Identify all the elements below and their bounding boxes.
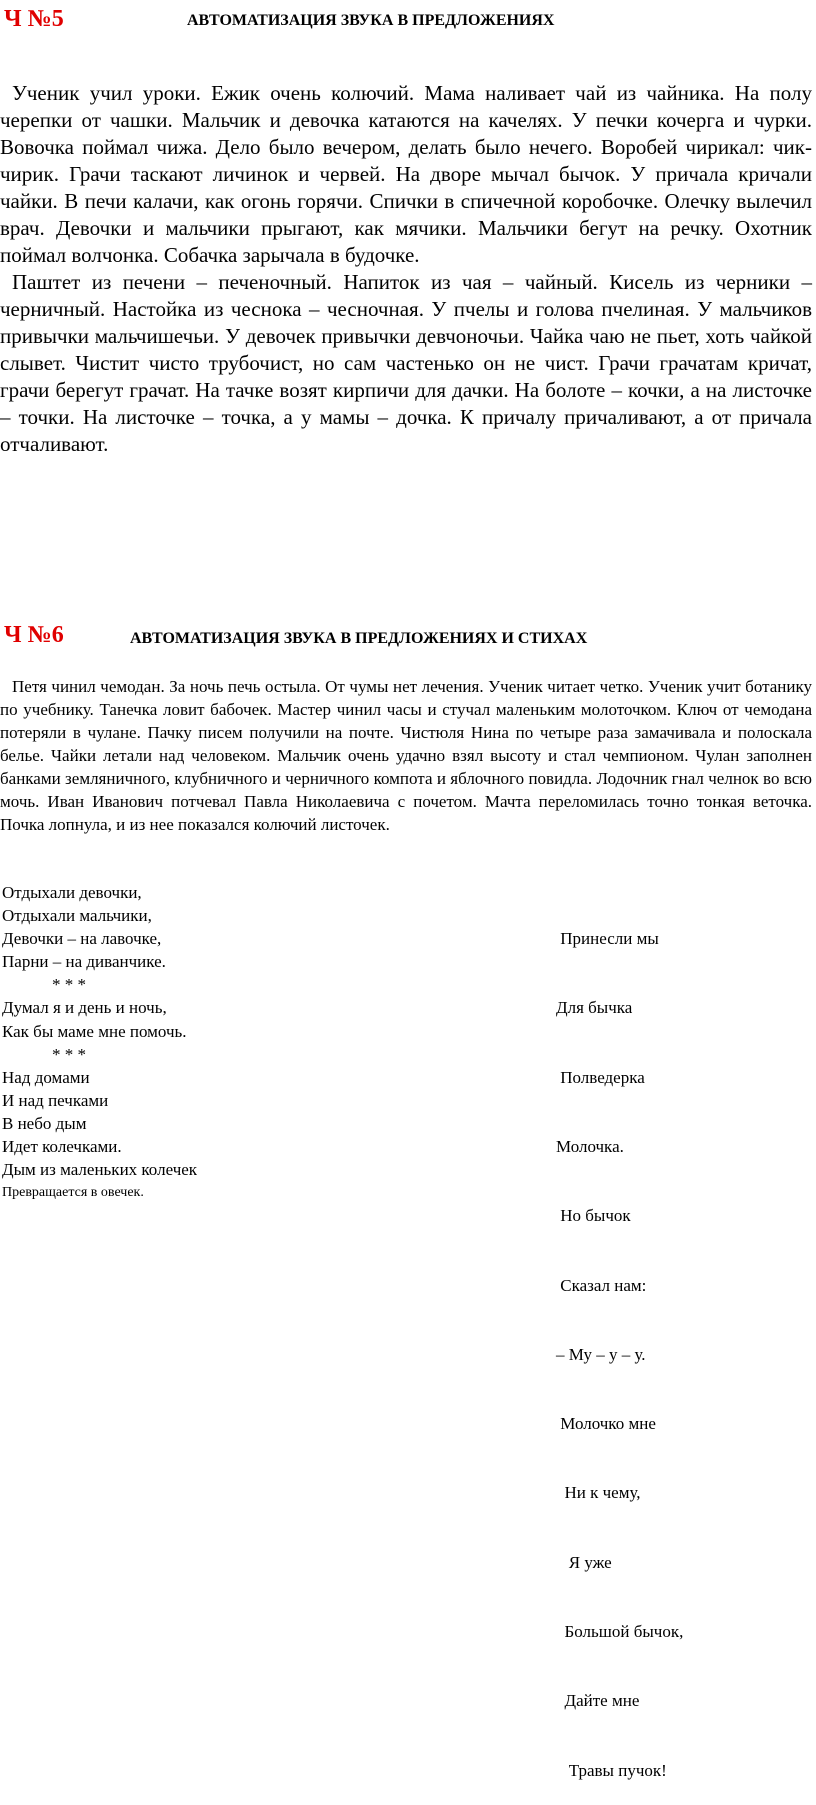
poem-line: Отдыхали девочки, [2, 883, 142, 902]
poem-line: В небо дым [2, 1113, 87, 1133]
poem-line: Превращается в овечек. [2, 1185, 144, 1201]
poem-line: Большой бычок, [556, 1622, 684, 1641]
poem-line: Для бычка [556, 998, 633, 1018]
section-5-paragraph-1: Ученик учил уроки. Ежик очень колючий. Мама наливает чай из чайника. На полу черепки от чашки. Мальчик и девочка катаются на качелях. У печки кочерга и чурки. Вовочка поймал чижа. Дело было вечером, делать было нечего. Воробей чирикал: чик-чирик. Грачи таскают личинок и червей. На дворе мычал бычок. У причала кричали чайки. В печи калачи, как огонь горячи. Спички в спичечной коробочке. Олечку вылечил врач. Девочки и мальчики прыгают, как мячики. Мальчики бегут на речку. Охотник поймал волчонка. Собачка зарычала в будочке. [0, 81, 812, 267]
poem-line: Молочка. [556, 1137, 624, 1157]
section-6-paragraph: Петя чинил чемодан. За ночь печь остыла. От чумы нет лечения. Ученик читает четко. Ученик учит ботанику по учебнику. Танечка ловит бабочек. Мастер чинил часы и стучал маленьким молоточком. Ключ от чемодана потеряли в чулане. Пачку писем получили на почте. Чистюля Нина по четыре раза замачивала и полоскала белье. Чайки летали над человеком. Мальчик очень удачно взял высоту и стал чемпионом. Чулан заполнен банками земляничного, клубничного и черничного компота и яблочного повидла. Лодочник гнал челнок во всю мочь. Иван Иванович потчевал Павла Николаевича с почетом. Мачта переломилась точно тонкая веточка. Почка лопнула, и из нее показался колючий листочек. [0, 677, 812, 834]
section-6-number: Ч №6 [4, 622, 64, 648]
poem-separator: * * * [52, 975, 86, 995]
poem-line: Над домами [2, 1067, 90, 1087]
section-6-title: АВТОМАТИЗАЦИЯ ЗВУКА В ПРЕДЛОЖЕНИЯХ И СТИХАХ [130, 630, 588, 647]
poem-line: Полведерка [556, 1067, 645, 1087]
section-5-text [0, 80, 812, 458]
poem-line: Дайте мне [556, 1691, 640, 1711]
poem-line: Сказал нам: [556, 1275, 647, 1295]
poem-right-column [556, 881, 683, 1805]
poem-line: Дым из маленьких колечек [2, 1160, 198, 1180]
poem-line: Парни – на диванчике. [2, 952, 166, 972]
poem-line: Травы пучок! [556, 1760, 667, 1780]
poem-line: Ни к чему, [556, 1483, 641, 1503]
poem-separator: * * * [52, 1044, 86, 1064]
poem-line: Девочки – на лавочке, [2, 929, 162, 949]
poem-line: Молочко мне [556, 1414, 656, 1434]
section-5-paragraph-2: Паштет из печени – печеночный. Напиток из чая – чайный. Кисель из черники – черничный. Настойка из чеснока – чесночная. У пчелы и голова пчелиная. У мальчиков привычки мальчишечьи. У девочек привычки девчоночьи. Чайка чаю не пьет, хоть чайкой слывет. Чистит чисто трубочист, но сам частенько он не чист. Грачи грачатам кричат, грачи берегут грачат. На тачке возят кирпичи для дачки. На болоте – кочки, а на листочке – точки. На листочке – точка, а у мамы – дочка. К причалу причаливают, а от причала отчаливают. [0, 270, 812, 456]
poem-line: Идет колечками. [2, 1137, 122, 1157]
poem-line: Принесли мы [556, 929, 659, 949]
poem-line: Но бычок [556, 1206, 631, 1226]
poem-line: Я уже [556, 1552, 612, 1572]
poem-line: – Му – у – у. [556, 1344, 646, 1364]
poem-line: Как бы маме мне помочь. [2, 1021, 187, 1041]
section-5-title: АВТОМАТИЗАЦИЯ ЗВУКА В ПРЕДЛОЖЕНИЯХ [187, 12, 555, 29]
poem-line: Отдыхали мальчики, [2, 906, 152, 926]
poem-line: Думал я и день и ночь, [2, 998, 167, 1018]
poem-left-column [2, 881, 197, 1204]
section-5-number: Ч №5 [4, 6, 64, 32]
poem-line: И над печками [2, 1090, 109, 1110]
